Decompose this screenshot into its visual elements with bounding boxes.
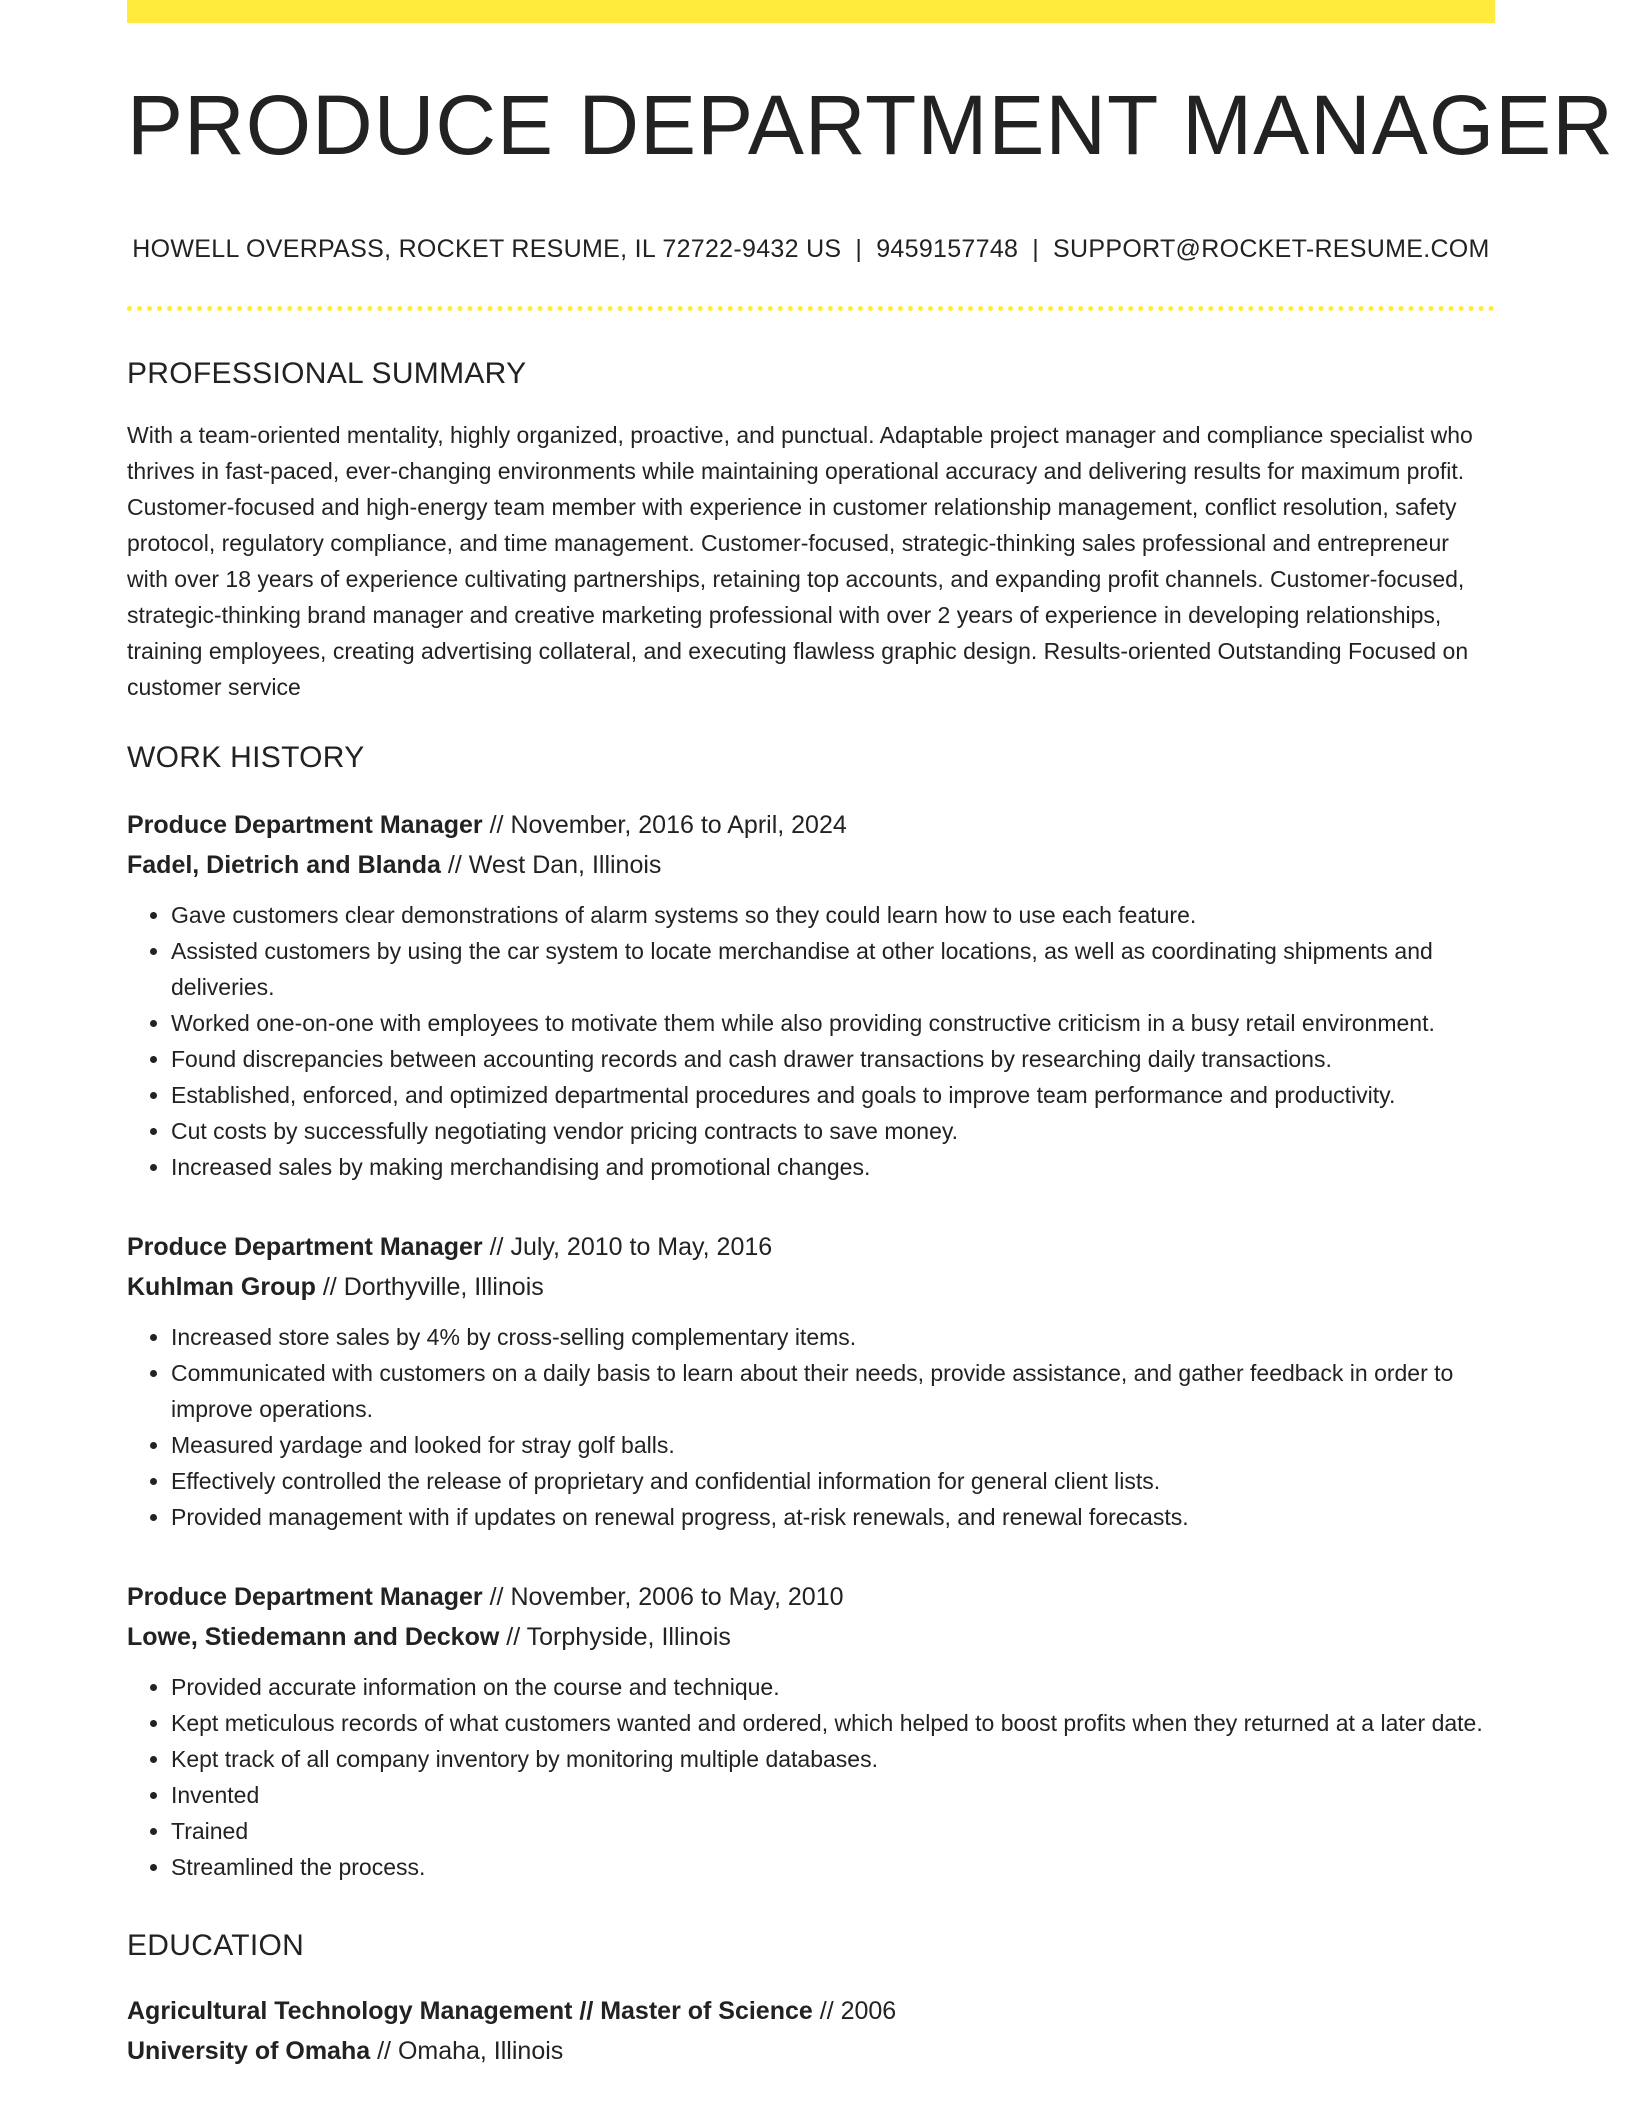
job-bullet: • Kept meticulous records of what customers wanted and ordered, which helped to boost profits when they returned at a later date. (171, 1705, 1495, 1741)
job-location: West Dan, Illinois (468, 851, 662, 879)
education-degree: Agricultural Technology Management // Master of Science (127, 1997, 813, 2025)
contact-line (127, 235, 1495, 264)
job-company: Kuhlman Group (127, 1273, 316, 1301)
job-bullet: • Trained (171, 1813, 1495, 1849)
resume-page (127, 0, 1614, 2071)
contact-separator: | (855, 235, 863, 263)
job-location: Dorthyville, Illinois (343, 1273, 544, 1301)
education-location: Omaha, Illinois (397, 2037, 564, 2065)
job-bullet: • Effectively controlled the release of proprietary and confidential information for general client lists. (171, 1463, 1495, 1499)
job-entry (127, 1227, 1495, 1535)
job-role: Produce Department Manager (127, 811, 483, 839)
job-role: Produce Department Manager (127, 1583, 483, 1611)
job-bullet: • Established, enforced, and optimized departmental procedures and goals to improve team performance and productivity. (171, 1077, 1495, 1113)
job-bullet: • Cut costs by successfully negotiating vendor pricing contracts to save money. (171, 1113, 1495, 1149)
education-degree-line (127, 1991, 1495, 2031)
job-bullet: • Kept track of all company inventory by monitoring multiple databases. (171, 1741, 1495, 1777)
job-bullet: • Worked one-on-one with employees to motivate them while also providing constructive criticism in a busy retail environment. (171, 1005, 1495, 1041)
education-heading: EDUCATION (127, 1929, 305, 1962)
job-entry (127, 805, 1495, 1185)
summary-heading: PROFESSIONAL SUMMARY (127, 357, 527, 390)
work-history-heading: WORK HISTORY (127, 741, 365, 774)
job-bullet-list (127, 1319, 1495, 1535)
contact-address: HOWELL OVERPASS, ROCKET RESUME, IL 72722-9432 US (132, 235, 842, 263)
job-bullet: • Provided management with if updates on renewal progress, at-risk renewals, and renewal forecasts. (171, 1499, 1495, 1535)
job-bullet-list (127, 1669, 1495, 1885)
line-divider: // (482, 1233, 511, 1261)
line-divider: // (499, 1623, 527, 1651)
job-dates: November, 2006 to May, 2010 (510, 1583, 844, 1611)
education-entry (127, 1991, 1495, 2071)
job-bullet: • Assisted customers by using the car system to locate merchandise at other locations, as well as coordinating shipments and deliveries. (171, 933, 1495, 1005)
job-company: Fadel, Dietrich and Blanda (127, 851, 441, 879)
accent-top-bar (127, 0, 1495, 23)
job-role: Produce Department Manager (127, 1233, 483, 1261)
job-bullet-list (127, 897, 1495, 1185)
education-year: 2006 (840, 1997, 897, 2025)
line-divider: // (812, 1997, 841, 2025)
job-bullet: • Measured yardage and looked for stray golf balls. (171, 1427, 1495, 1463)
contact-email: SUPPORT@ROCKET-RESUME.COM (1053, 235, 1490, 263)
job-bullet: • Increased store sales by 4% by cross-selling complementary items. (171, 1319, 1495, 1355)
job-bullet: • Communicated with customers on a daily basis to learn about their needs, provide assistance, and gather feedback in order to improve operations. (171, 1355, 1495, 1427)
contact-phone: 9459157748 (876, 235, 1019, 263)
job-company-line (127, 1617, 1495, 1657)
job-title-line (127, 1227, 1495, 1267)
education-school-line (127, 2031, 1495, 2071)
job-bullet: • Gave customers clear demonstrations of alarm systems so they could learn how to use each feature. (171, 897, 1495, 933)
job-title-line (127, 805, 1495, 845)
line-divider: // (370, 2037, 398, 2065)
line-divider: // (315, 1273, 344, 1301)
job-bullet: • Streamlined the process. (171, 1849, 1495, 1885)
job-entry (127, 1577, 1495, 1885)
job-company-line (127, 1267, 1495, 1307)
work-history-list (127, 805, 1495, 1885)
job-bullet: • Increased sales by making merchandising and promotional changes. (171, 1149, 1495, 1185)
job-company-line (127, 845, 1495, 885)
job-dates: July, 2010 to May, 2016 (510, 1233, 773, 1261)
job-company: Lowe, Stiedemann and Deckow (127, 1623, 500, 1651)
job-location: Torphyside, Illinois (526, 1623, 731, 1651)
job-bullet: • Provided accurate information on the course and technique. (171, 1669, 1495, 1705)
summary-text: With a team-oriented mentality, highly organized, proactive, and punctual. Adaptable project manager and compliance specialist who thrives in fast-paced, ever-changing environments while maintaining operational accuracy and delivering results for maximum profit. Customer-focused and high-energy team member with experience in customer relationship management, conflict resolution, safety protocol, regulatory compliance, and time management. Customer-focused, strategic-thinking sales professional and entrepreneur with over 18 years of experience cultivating partnerships, retaining top accounts, and expanding profit channels. Customer-focused, strategic-thinking brand manager and creative marketing professional with over 2 years of experience in developing relationships, training employees, creating advertising collateral, and executing flawless graphic design. Results-oriented Outstanding Focused on customer service (127, 422, 1473, 700)
job-title-line (127, 1577, 1495, 1617)
contact-separator: | (1032, 235, 1040, 263)
job-bullet: • Invented (171, 1777, 1495, 1813)
resume-title: PRODUCE DEPARTMENT MANAGER (127, 78, 1614, 172)
dotted-divider (127, 306, 1495, 311)
job-dates: November, 2016 to April, 2024 (510, 811, 847, 839)
education-school: University of Omaha (127, 2037, 371, 2065)
line-divider: // (482, 1583, 511, 1611)
line-divider: // (482, 811, 511, 839)
line-divider: // (440, 851, 469, 879)
job-bullet: • Found discrepancies between accounting records and cash drawer transactions by researching daily transactions. (171, 1041, 1495, 1077)
